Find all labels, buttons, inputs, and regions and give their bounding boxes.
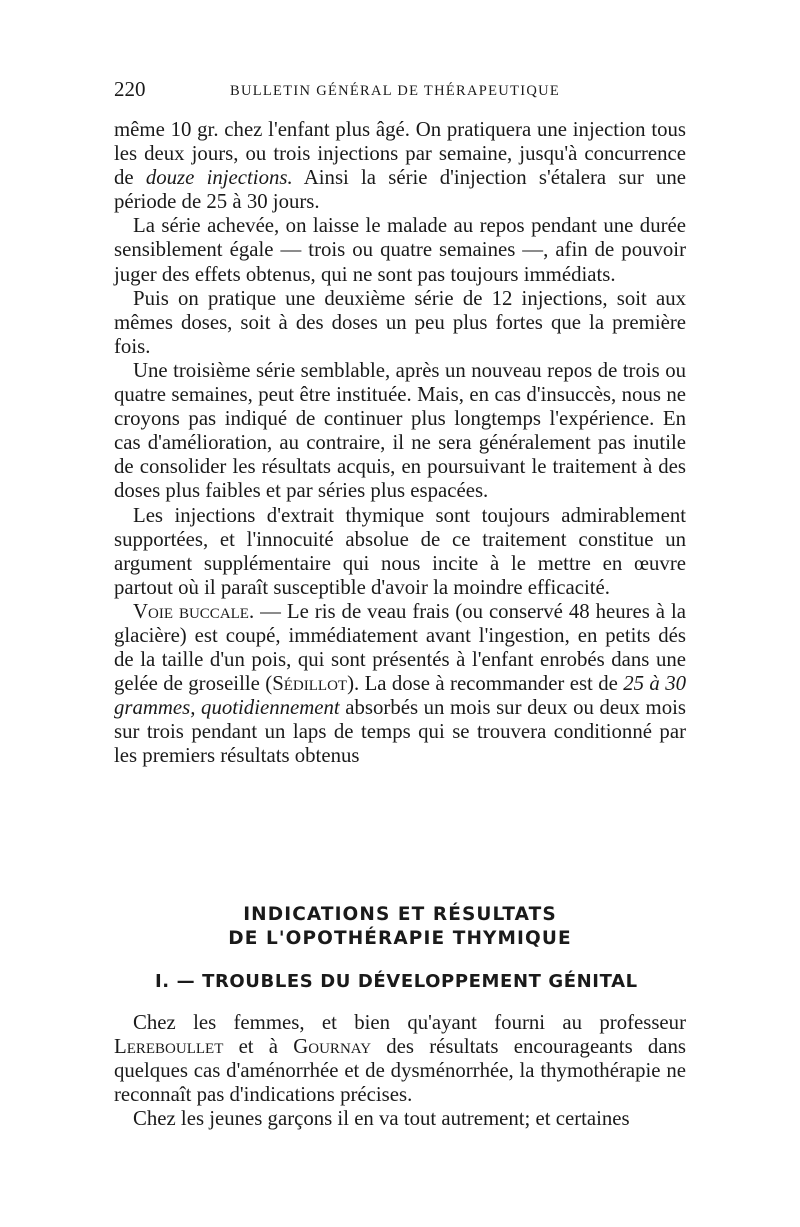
text-run: même 10 gr. chez l'enfant plus âgé. On pratiquera une injection tous les deux jours, ou trois injections par semaine, jusqu'à concurrence de — [114, 118, 686, 190]
paragraph: Chez les jeunes garçons il en va tout autrement; et certaines — [133, 1107, 630, 1131]
paragraph: Puis on pratique une deuxième série de 12 injections, soit aux mêmes doses, soit à des doses un peu plus fortes que la première fois. — [114, 286, 686, 358]
section-heading-line: INDICATIONS ET RÉSULTATS — [243, 904, 557, 925]
main-text — [114, 118, 686, 769]
author-name: Lereboullet — [114, 1035, 224, 1059]
emphasis: 25 à 30 grammes, quotidiennement — [114, 672, 686, 720]
section-heading-line: DE L'OPOTHÉRAPIE THYMIQUE — [228, 928, 572, 949]
text-run: Chez les femmes, et bien qu'ayant fourni au professeur — [133, 1011, 686, 1034]
paragraph — [114, 118, 686, 214]
paragraph: Une troisième série semblable, après un nouveau repos de trois ou quatre semaines, peut être instituée. Mais, en cas d'insuccès, nous ne croyons pas indiqué de continuer plus longtemps l'expérience. En cas d'amélioration, au contraire, il ne sera généralement pas inutile de consolider les résultats acquis, en poursuivant le traitement à des doses plus faibles et par séries plus espacées. — [114, 358, 686, 503]
paragraph — [114, 600, 686, 769]
text-run: Ainsi la série d'injection s'étalera sur une période de 25 à 30 jours. — [114, 166, 687, 214]
page-header — [114, 74, 586, 104]
running-title: BULLETIN GÉNÉRAL DE THÉRAPEUTIQUE — [230, 83, 561, 99]
author-name: Sédillot — [272, 672, 348, 696]
text-run: absorbés un mois sur deux ou deux mois sur trois pendant un laps de temps qui se trouvera conditionné par les premiers résultats obtenus — [114, 696, 686, 768]
paragraph: Les injections d'extrait thymique sont toujours admirablement supportées, et l'innocuité absolue de ce traitement constitue un argument supplémentaire qui nous incite à le mettre en œuvre partout où il paraît susceptible d'avoir la moindre efficacité. — [114, 503, 686, 599]
text-run: — Le ris de veau frais (ou conservé 48 heures à la glacière) est coupé, immédiatement avant l'ingestion, en petits dés de la taille d'un pois, qui sont présentés à l'enfant enrobés dans une gelée de groseille ( — [114, 599, 687, 696]
paragraph — [114, 1011, 686, 1107]
page-number: 220 — [114, 77, 146, 101]
paragraph: La série achevée, on laisse le malade au repos pendant une durée sensiblement égale — trois ou quatre semaines —, afin de pouvoir juger des effets obtenus, qui ne sont pas toujours immédiats. — [114, 214, 686, 286]
section-heading — [114, 903, 686, 951]
subsection-heading: I. — TROUBLES DU DÉVELOPPEMENT GÉNITAL — [155, 971, 638, 992]
text-run: ). La dose à recommander est de — [347, 672, 624, 696]
emphasis: douze injections. — [145, 166, 293, 190]
author-name: Gournay — [293, 1035, 372, 1059]
section-text — [114, 1011, 686, 1131]
text-run: des résultats encourageants dans quelques cas d'aménorrhée et de dysménorrhée, la thymothérapie ne reconnaît pas d'indications précises. — [114, 1035, 687, 1107]
run-in-heading: Voie buccale. — [133, 599, 255, 623]
text-run: et à — [223, 1035, 294, 1059]
